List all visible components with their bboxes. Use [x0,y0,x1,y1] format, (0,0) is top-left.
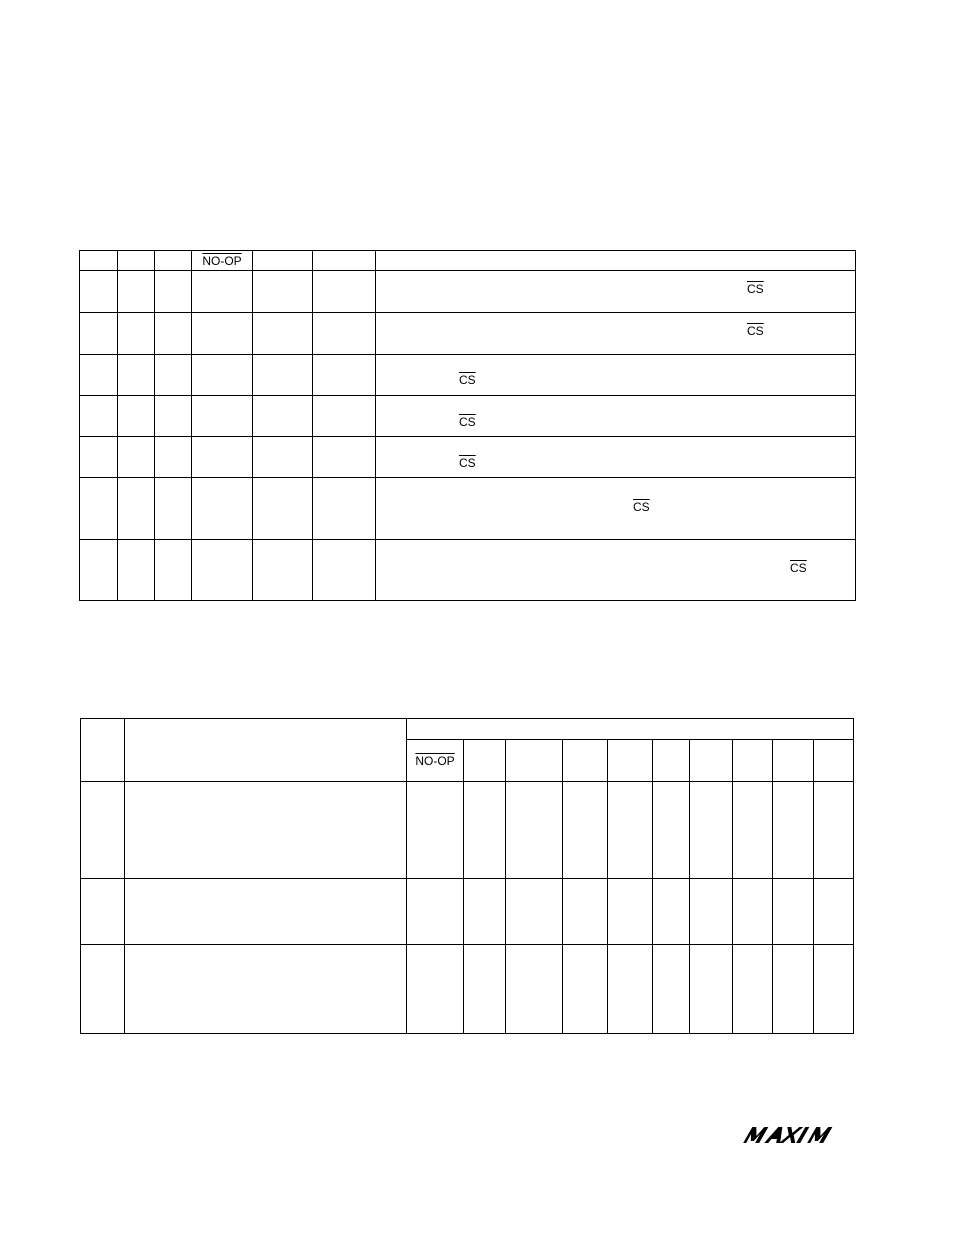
table-row [81,879,854,944]
noop-header: NO-OP [415,753,455,768]
table-row [80,396,856,437]
table-row [80,271,856,313]
table-1-grid [79,250,856,601]
cs-label: $\overline{CS}$ [459,456,476,470]
table-row [81,944,854,1033]
table-row [81,719,854,740]
table-2-grid [80,718,854,1034]
table-row [80,355,856,396]
maxim-logo [743,1125,853,1145]
table-1 [79,250,856,600]
cs-label: $\overline{CS}$ [633,500,650,514]
cs-label: $\overline{CS}$ [790,561,807,575]
table-row [80,313,856,355]
table-row [81,782,854,879]
cs-label: $\overline{CS}$ [747,324,764,338]
noop-header: NO-OP [202,253,242,268]
cs-label: $\overline{CS}$ [459,373,476,387]
table-row [80,540,856,601]
table-2 [80,718,854,1034]
table-row [80,437,856,478]
cs-label: $\overline{CS}$ [747,282,764,296]
table-row [80,251,856,271]
cs-label: $\overline{CS}$ [459,415,476,429]
table-row [80,478,856,540]
